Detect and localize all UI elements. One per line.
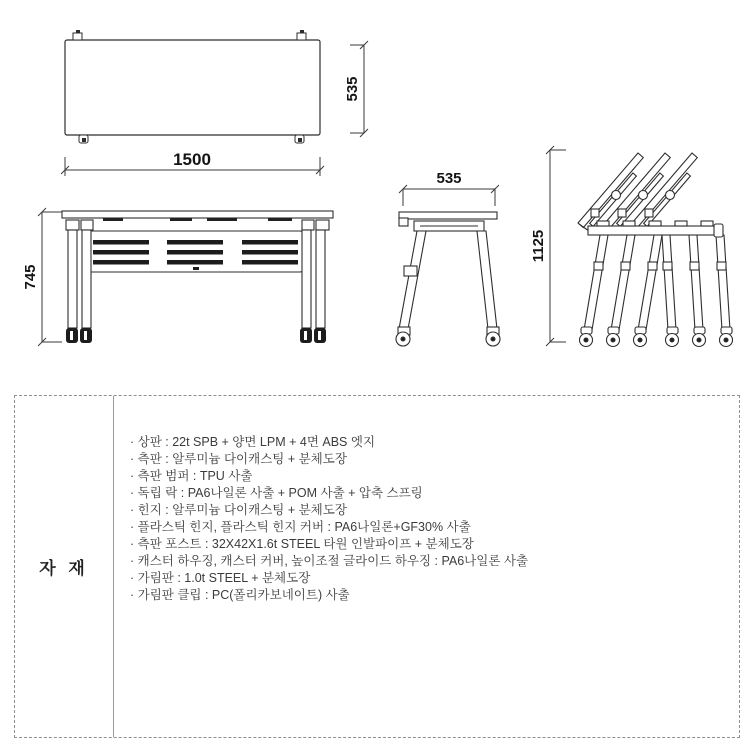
- side-view-depth-label: 535: [436, 170, 462, 187]
- front-view-drawing: [62, 211, 333, 343]
- materials-spec-table: [14, 395, 740, 738]
- top-view-width-dimension: [61, 150, 324, 176]
- stack-rail: [588, 226, 720, 235]
- materials-header-cell: [15, 396, 114, 737]
- material-spec-item: · 힌지 : 알루미늄 다이캐스팅 + 분체도장: [130, 503, 347, 517]
- top-view-depth-label: 535: [344, 76, 361, 102]
- front-view-casters: [66, 328, 326, 343]
- front-view-height-label: 745: [22, 264, 39, 290]
- material-spec-item: · 상판 : 22t SPB + 양면 LPM + 4면 ABS 엣지: [130, 435, 376, 449]
- side-view-front-leg: [399, 231, 426, 329]
- top-view-depth-dimension: [344, 41, 368, 137]
- material-spec-item: · 플라스틱 힌지, 플라스틱 힌지 커버 : PA6나일론+GF30% 사출: [130, 520, 471, 534]
- side-view-depth-dimension: [399, 170, 499, 206]
- front-view-height-dimension: [22, 208, 62, 346]
- side-view-leg-bracket: [404, 266, 417, 276]
- top-view-width-label: 1500: [173, 150, 211, 169]
- material-spec-item: · 캐스터 하우징, 캐스터 커버, 높이조절 글라이드 하우징 : PA6나일론 사출: [130, 554, 529, 568]
- stacked-tables-drawing: [578, 153, 733, 347]
- side-view-drawing: [396, 212, 500, 346]
- materials-body-cell: [114, 396, 739, 737]
- stack-height-dimension: [530, 146, 566, 346]
- material-spec-item: · 가림판 클립 : PC(폴리카보네이트) 사출: [130, 588, 350, 602]
- stack-height-label: 1125: [530, 229, 547, 263]
- material-spec-item: · 측판 범퍼 : TPU 사출: [130, 469, 253, 483]
- material-spec-item: · 독립 락 : PA6나일론 사출 + POM 사출 + 압축 스프링: [130, 486, 423, 500]
- material-spec-item: · 측판 포스트 : 32X42X1.6t STEEL 타원 인발파이프 + 분체도장: [130, 537, 474, 551]
- side-view-tabletop: [399, 212, 497, 219]
- front-view-leg-hinges: [66, 220, 329, 230]
- side-view-casters: [396, 327, 500, 346]
- side-view-rear-leg: [477, 231, 497, 329]
- material-spec-item: · 측판 : 알루미늄 다이캐스팅 + 분체도장: [130, 452, 347, 466]
- material-spec-item: · 가림판 : 1.0t STEEL + 분체도장: [130, 571, 311, 585]
- top-view-drawing: [65, 30, 320, 143]
- materials-header-label: 자 재: [39, 559, 89, 578]
